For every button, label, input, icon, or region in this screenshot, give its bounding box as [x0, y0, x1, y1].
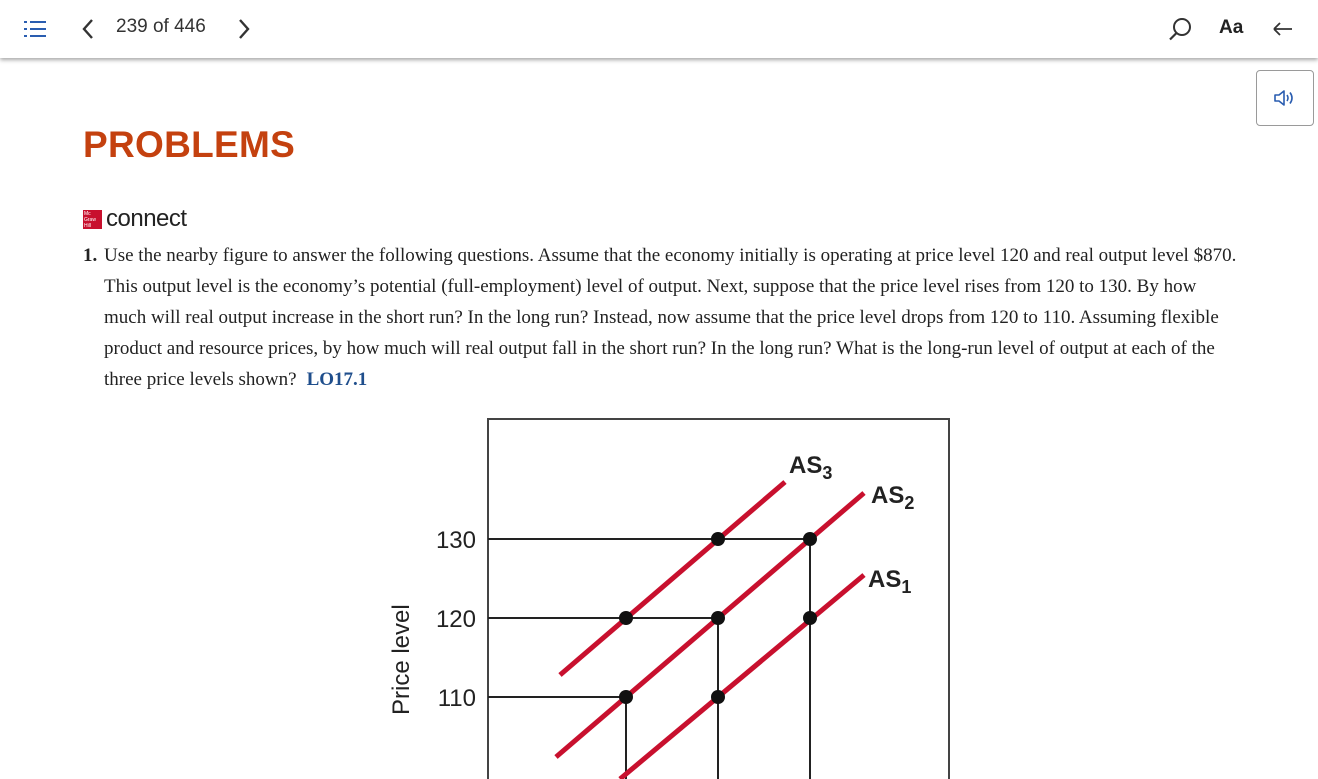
- next-page-button[interactable]: [232, 16, 256, 42]
- intersection-point: [803, 532, 817, 546]
- font-settings-button[interactable]: Aa: [1219, 17, 1244, 38]
- intersection-point: [711, 690, 725, 704]
- learning-objective-link[interactable]: LO17.1: [306, 369, 368, 390]
- search-button[interactable]: [1166, 15, 1194, 43]
- y-axis-label: Price level: [388, 604, 415, 715]
- y-tick-labels: [436, 527, 476, 712]
- y-tick-120: 120: [435, 606, 476, 633]
- intersection-point: [711, 532, 725, 546]
- intersection-point: [619, 611, 633, 625]
- problem-number: 1.: [83, 245, 98, 266]
- search-icon: [1167, 16, 1193, 42]
- intersection-point: [711, 611, 725, 625]
- previous-page-button[interactable]: [76, 16, 100, 42]
- as-curve-labels: [789, 452, 914, 597]
- curve-as1: [620, 575, 864, 779]
- table-of-contents-button[interactable]: [22, 17, 48, 41]
- intersection-point: [803, 611, 817, 625]
- mcgraw-hill-logo: Mc Graw Hill: [83, 210, 102, 229]
- page-indicator: 239 of 446: [116, 16, 206, 37]
- label-as1: $AS_1$: [868, 566, 912, 597]
- reader-toolbar: [0, 0, 1318, 58]
- back-arrow-icon: [1271, 19, 1295, 39]
- back-button[interactable]: [1270, 17, 1296, 41]
- chevron-right-icon: [236, 17, 252, 41]
- problem-text: Use the nearby figure to answer the following questions. Assume that the economy initially is operating at price level 120 and real output level $870. This output level is the economy’s potential (full-employment) level of output. Next, suppose that the price level rises from 120 to 130. By how much will real output increase in the short run? In the long run? Instead, now assume that the price level drops from 120 to 110. Assuming flexible product and resource prices, by how much will real output fall in the short run? In the long run? What is the long-run level of output at each of the three price levels shown?: [104, 245, 1237, 390]
- list-icon: [23, 18, 47, 40]
- intersection-point: [619, 690, 633, 704]
- connect-label: connect: [106, 205, 187, 232]
- label-as3: $AS_3$: [789, 452, 833, 483]
- curve-as2: [556, 493, 864, 757]
- y-tick-110: 110: [437, 685, 476, 712]
- as-curves: [556, 482, 864, 779]
- label-as2: $AS_2$: [871, 482, 915, 513]
- section-heading: PROBLEMS: [83, 124, 296, 165]
- chevron-left-icon: [80, 17, 96, 41]
- curve-as3: [560, 482, 785, 675]
- y-tick-130: 130: [435, 527, 476, 554]
